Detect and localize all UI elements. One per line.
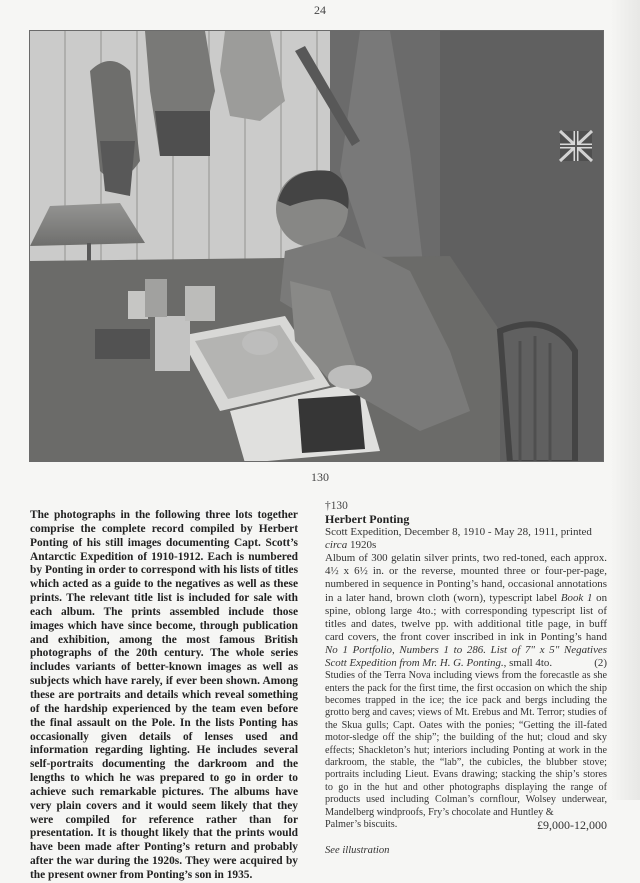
lot-notes: Studies of the Terra Nova including views from the forecastle as she enters the pack for the first time, the first occasion on which the ship becomes trapped in the ice; the ice pack and bergs including the grotto berg and caves; views of Mt. Erebus and Mt. Terror; studies of the Skua gulls; Capt. Oates with the ponies; “Getting the ill-fated motor-sledge off the ship”; the building of the hut; cloud and sky effects; Shackleton’s hut; interiors including Ponting at work in the darkroom, the stable, the “lab”, the cubicles, the blubber stove; portraits including Lieut. Evans drawing; stacking the ship’s stores to go in the hut and other photographs displaying the range of products used including Colman’s cornflour, Wolsey underwear, Mandelberg windproofs, Fry’s chocolate and Huntley & [325,670,607,818]
lot-title-prefix: Scott Expedition, December 8, 1910 - May 28, 1911, printed [325,526,592,539]
lot-title-suffix: 1920s [347,539,377,552]
lot-number: †130 [325,500,348,512]
lot-desc-part3: , small 4to. [503,657,553,670]
lot-artist: Herbert Ponting [325,512,410,527]
lot-entry [325,500,607,857]
intro-paragraph: The photographs in the following three lots together comprise the complete record compiled by Herbert Ponting of his still images documenting Capt. Scott’s Antarctic Expedition of 1910-1912. Each is numbered by Ponting in order to correspond with his lists of titles which acted as a guide to the negatives as well as these prints. The relevant title list is included for sale with each album. The prints assembled include those images which have since become, through publication and exhibition, among the most famous British photographs of the 20th century. The whole series includes variants of better-known images as well as subjects which have rarely, if ever been shown. Among these are portraits and details which reveal something of the hardship experienced by the team even before the final assault on the Pole. In the lists Ponting has occasionally given details of lenses used and information regarding lighting. He includes several self-portraits documenting the darkroom and the lengths to which he was prepared to go in order to achieve such remarkable pictures. The albums have very plain covers and it would seem likely that they were compiled for reference rather than for presentation. It is thought likely that the prints would have been made after Ponting’s return and probably after the war during the 1920s. They were acquired by the present owner from Ponting’s son in 1935. [30,509,298,881]
lot-desc-book-label: Book 1 [560,591,593,604]
lot-quantity: (2) [594,657,607,670]
lot-desc-inscription: No 1 Portfolio, Numbers 1 to 286. List of 7" x 5" Negatives Scott Expedition from Mr. H. G. Ponting. [325,643,607,670]
lot-estimate: £9,000-12,000 [537,818,607,832]
page-number: 24 [314,3,326,17]
page-edge-shadow [610,0,640,800]
see-illustration-note: See illustration [325,845,390,857]
lot-notes-end: Palmer’s biscuits. [325,819,398,830]
lot-title [325,526,607,552]
lot-desc-part1: Album of 300 gelatin silver prints, two red-toned, each approx. 4½ x 6½ in. or the reverse, mounted three or four-per-page, numbered in sequence in Ponting’s hand, occasional annotations in a later hand, brown cloth (worn), typescript label [325,552,607,604]
photograph-ponting-at-desk [29,30,604,462]
photo-caption-number: 130 [311,470,329,484]
lot-description [325,552,607,670]
lot-notes-last-line [325,819,607,832]
lot-title-circa: circa [325,539,348,552]
lot-desc-part2: on spine, oblong large 4to.; with corresponding typescript list of titles and dates, twelve pp. with additional title page, in buff card covers, the front cover inscribed in ink in Ponting’s hand [325,591,608,643]
